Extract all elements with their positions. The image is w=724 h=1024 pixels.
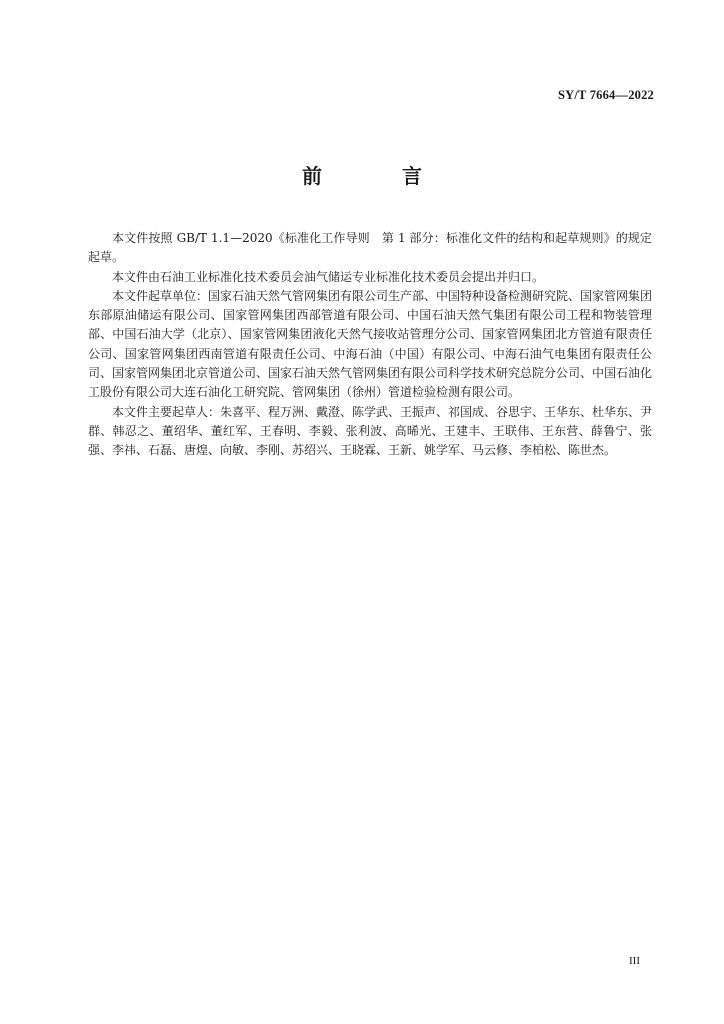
- paragraph-proposer: 本文件由石油工业标准化技术委员会油气储运专业标准化技术委员会提出并归口。: [112, 269, 545, 284]
- paragraph-drafting-rules: 本文件按照 GB/T 1.1—2020《标准化工作导则 第 1 部分：标准化文件的结构和起草规则》的规定起草。: [88, 231, 652, 265]
- foreword-body: [88, 229, 652, 461]
- paragraph-drafting-units: 本文件起草单位：国家石油天然气管网集团有限公司生产部、中国特种设备检测研究院、国家管网集团东部原油储运有限公司、国家管网集团西部管道有限公司、中国石油天然气集团有限公司工程和物装管理部、中国石油大学（北京）、国家管网集团液化天然气接收站管理分公司、国家管网集团北方管道有限责任公司、国家管网集团西南管道有限责任公司、中海石油（中国）有限公司、中海石油气电集团有限责任公司、国家管网集团北京管道公司、国家石油天然气管网集团有限公司科学技术研究总院分公司、中国石油化工股份有限公司大连石油化工研究院、管网集团（徐州）管道检验检测有限公司。: [88, 288, 653, 400]
- paragraph-drafters: 本文件主要起草人：朱喜平、程万洲、戴澄、陈学武、王振声、祁国成、谷思宇、王华东、杜华东、尹群、韩忍之、董绍华、董红军、王春明、李毅、张利波、高晞光、王建丰、王联伟、王东营、薛鲁宁、张强、李祎、石磊、唐煌、向敏、李刚、苏绍兴、王晓霖、王新、姚学军、马云修、李柏松、陈世杰。: [88, 404, 653, 458]
- page-title: 前 言: [302, 164, 452, 188]
- document-code: SY/T 7664—2022: [558, 88, 654, 102]
- page-number: III: [629, 955, 640, 967]
